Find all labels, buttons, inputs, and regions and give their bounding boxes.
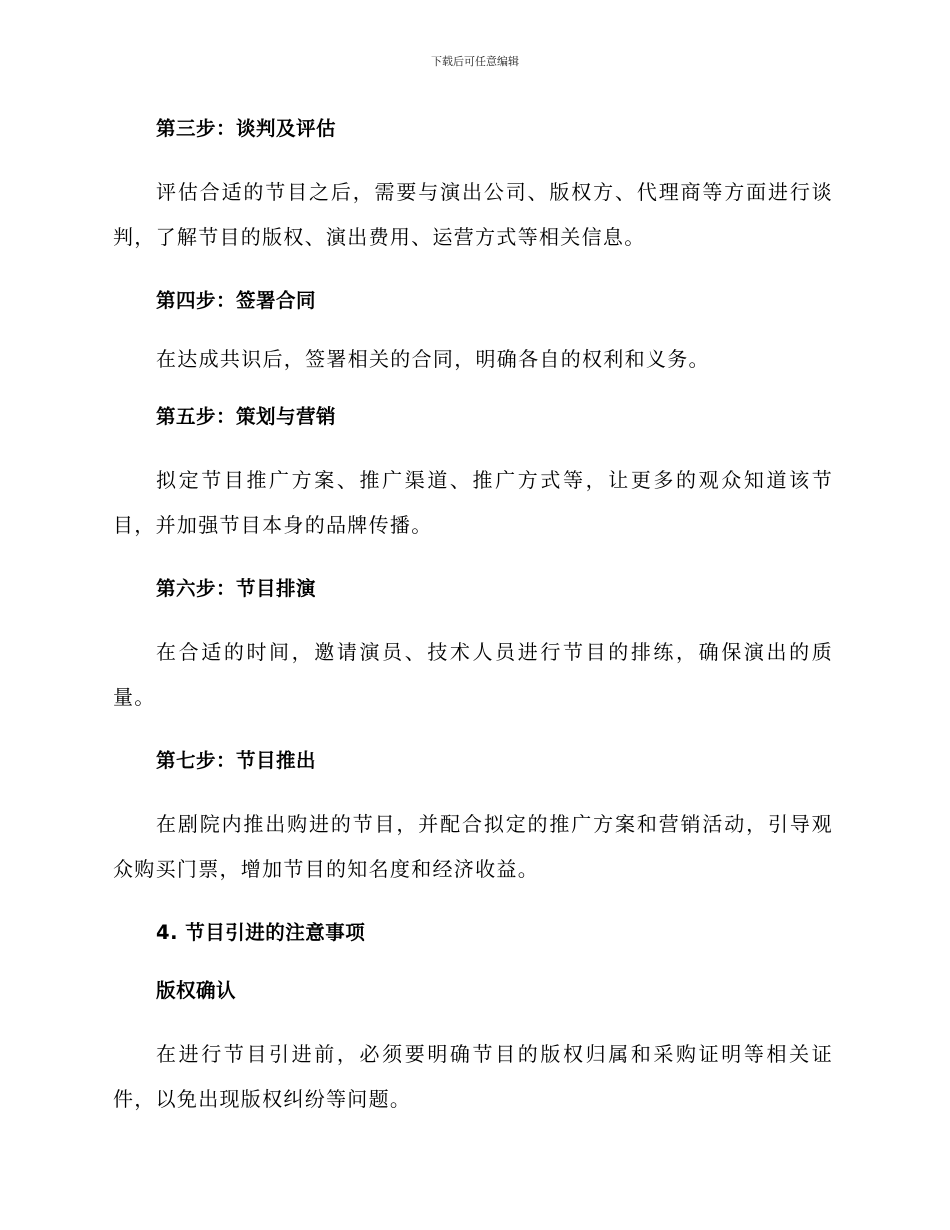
step-7-heading: 第七步：节目推出: [156, 749, 317, 772]
step-5-paragraph: 拟定节目推广方案、推广渠道、推广方式等，让更多的观众知道该节目，并加强节目本身的品牌传播。: [113, 468, 833, 537]
page-header: 下载后可任意编辑: [431, 55, 519, 68]
step-6-heading: 第六步：节目排演: [156, 577, 317, 600]
copyright-paragraph: 在进行节目引进前，必须要明确节目的版权归属和采购证明等相关证件，以免出现版权纠纷等问题。: [113, 1042, 833, 1111]
step-6-paragraph: 在合适的时间，邀请演员、技术人员进行节目的排练，确保演出的质量。: [113, 640, 833, 709]
step-5-heading: 第五步：策划与营销: [156, 405, 337, 428]
section-4-heading: 4. 节目引进的注意事项: [156, 921, 366, 944]
step-4-heading: 第四步：签署合同: [156, 289, 317, 312]
copyright-heading: 版权确认: [156, 979, 237, 1002]
step-3-heading: 第三步：谈判及评估: [156, 117, 337, 140]
step-4-paragraph: 在达成共识后，签署相关的合同，明确各自的权利和义务。: [156, 347, 710, 371]
step-3-paragraph: 评估合适的节目之后，需要与演出公司、版权方、代理商等方面进行谈判，了解节目的版权、演出费用、运营方式等相关信息。: [113, 180, 833, 249]
document-body: [113, 112, 833, 1146]
step-7-paragraph: 在剧院内推出购进的节目，并配合拟定的推广方案和营销活动，引导观众购买门票，增加节目的知名度和经济收益。: [113, 812, 833, 881]
